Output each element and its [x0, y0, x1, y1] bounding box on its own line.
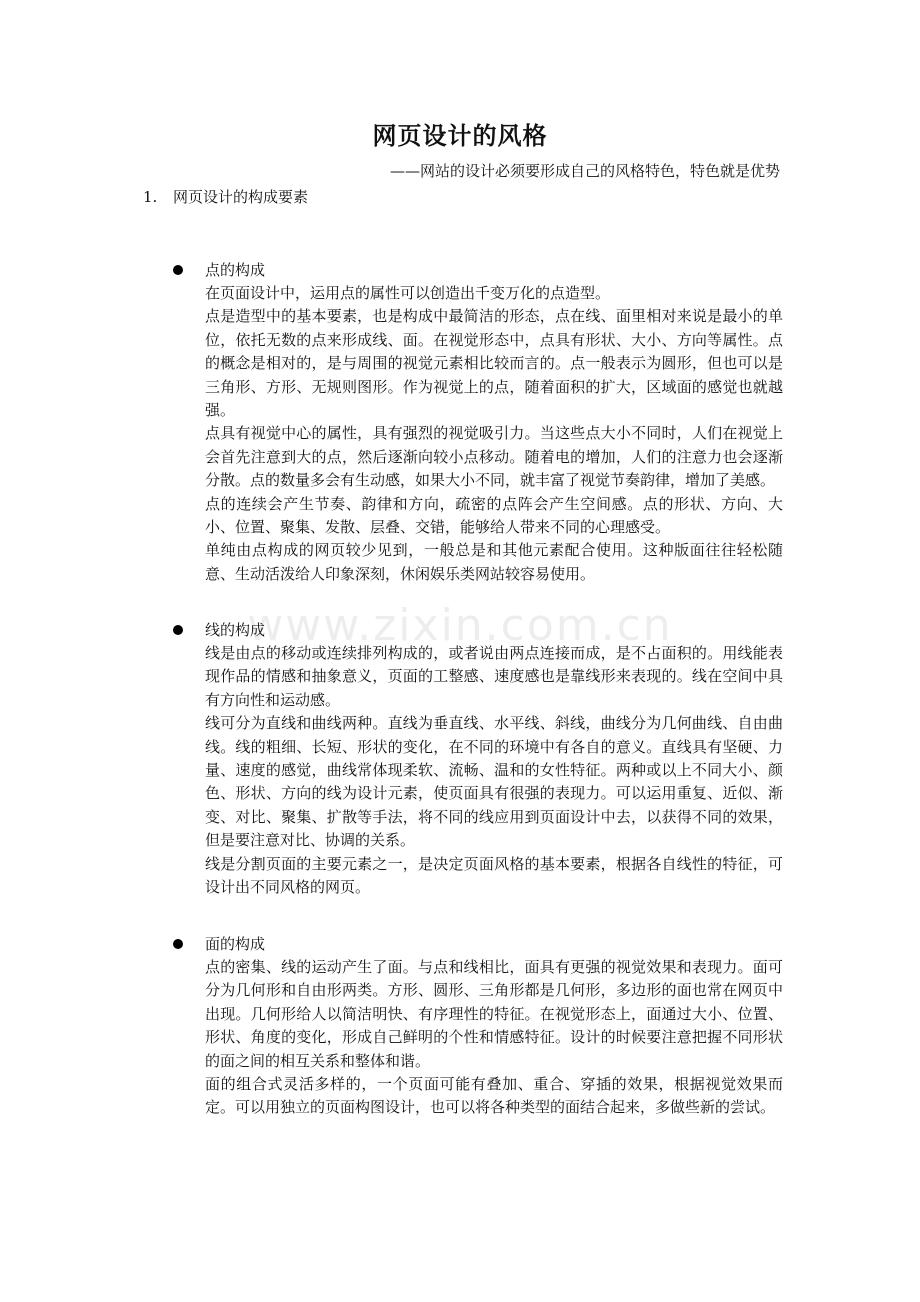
page-title: 网页设计的风格 [372, 121, 548, 150]
paragraph: 点的连续会产生节奏、韵律和方向，疏密的点阵会产生空间感。点的形状、方向、大小、位置、聚集、发散、层叠、交错，能够给人带来不同的心理感受。 [205, 494, 783, 537]
watermark: www.zixin.com.cn [247, 600, 673, 651]
paragraph: 点是造型中的基本要素，也是构成中最简洁的形态，点在线、面里相对来说是最小的单位，依托无数的点来形成线、面。在视觉形态中，点具有形状、大小、方向等属性。点的概念是相对的，是与周围的视觉元素相比较而言的。点一般表示为圆形，但也可以是三角形、方形、无规则图形。作为视觉上的点，随着面积的扩大，区域面的感觉也就越强。 [205, 307, 783, 420]
section-label: 网页设计的构成要素 [173, 188, 309, 206]
paragraph: 线是分割页面的主要元素之一，是决定页面风格的基本要素，根据各自线性的特征，可设计出不同风格的网页。 [205, 854, 783, 897]
paragraph: 面的组合式灵活多样的，一个页面可能有叠加、重合、穿插的效果，根据视觉效果而定。可以用独立的页面构图设计，也可以将各种类型的面结合起来，多做些新的尝试。 [205, 1075, 783, 1117]
paragraph: 线可分为直线和曲线两种。直线为垂直线、水平线、斜线，曲线分为几何曲线、自由曲线。线的粗细、长短、形状的变化，在不同的环境中有各自的意义。直线具有坚硬、力量、速度的感觉，曲线常体现柔软、流畅、温和的女性特征。两种或以上不同大小、颜色、形状、方向的线为设计元素，使页面具有很强的表现力。可以运用重复、近似、渐变、对比、聚集、扩散等手法，将不同的线应用到页面设计中去，以获得不同的效果，但是要注意对比、协调的关系。 [205, 714, 783, 850]
item-title-plane: 面的构成 [205, 935, 266, 953]
paragraph: 点的密集、线的运动产生了面。与点和线相比，面具有更强的视觉效果和表现力。面可分为几何形和自由形两类。方形、圆形、三角形都是几何形，多边形的面也常在网页中出现。几何形给人以简洁明快、有序理性的特征。在视觉形态上，面通过大小、位置、形状、角度的变化，形成自己鲜明的个性和情感特征。设计的时候要注意把握不同形状的面之间的相互关系和整体和谐。 [205, 958, 783, 1070]
paragraph: 线是由点的移动或连续排列构成的，或者说由两点连接而成，是不占面积的。用线能表现作品的情感和抽象意义，页面的工整感、速度感也是靠线形来表现的。线在空间中具有方向性和运动感。 [205, 644, 783, 709]
bullet-icon [173, 939, 183, 949]
paragraph: 单纯由点构成的网页较少见到，一般总是和其他元素配合使用。这种版面往往轻松随意、生动活泼给人印象深刻，休闲娱乐类网站较容易使用。 [205, 541, 783, 583]
item-title-line: 线的构成 [205, 621, 266, 639]
item-body-dot [205, 282, 783, 586]
item-title-dot: 点的构成 [205, 261, 266, 279]
paragraph: 在页面设计中，运用点的属性可以创造出千变万化的点造型。 [205, 284, 611, 302]
paragraph: 点具有视觉中心的属性，具有强烈的视觉吸引力。当这些点大小不同时，人们在视觉上会首先注意到大的点，然后逐渐向较小点移动。随着电的增加，人们的注意力也会逐渐分散。点的数量多会有生动感，如果大小不同，就丰富了视觉节奏韵律，增加了美感。 [205, 424, 783, 490]
item-body-line [205, 642, 783, 899]
section-heading [143, 186, 308, 208]
item-body-plane [205, 956, 783, 1120]
bullet-icon [173, 625, 183, 635]
page-subtitle: ——网站的设计必须要形成自己的风格特色，特色就是优势 [389, 162, 780, 180]
section-number: 1. [143, 188, 158, 206]
bullet-icon [173, 265, 183, 275]
